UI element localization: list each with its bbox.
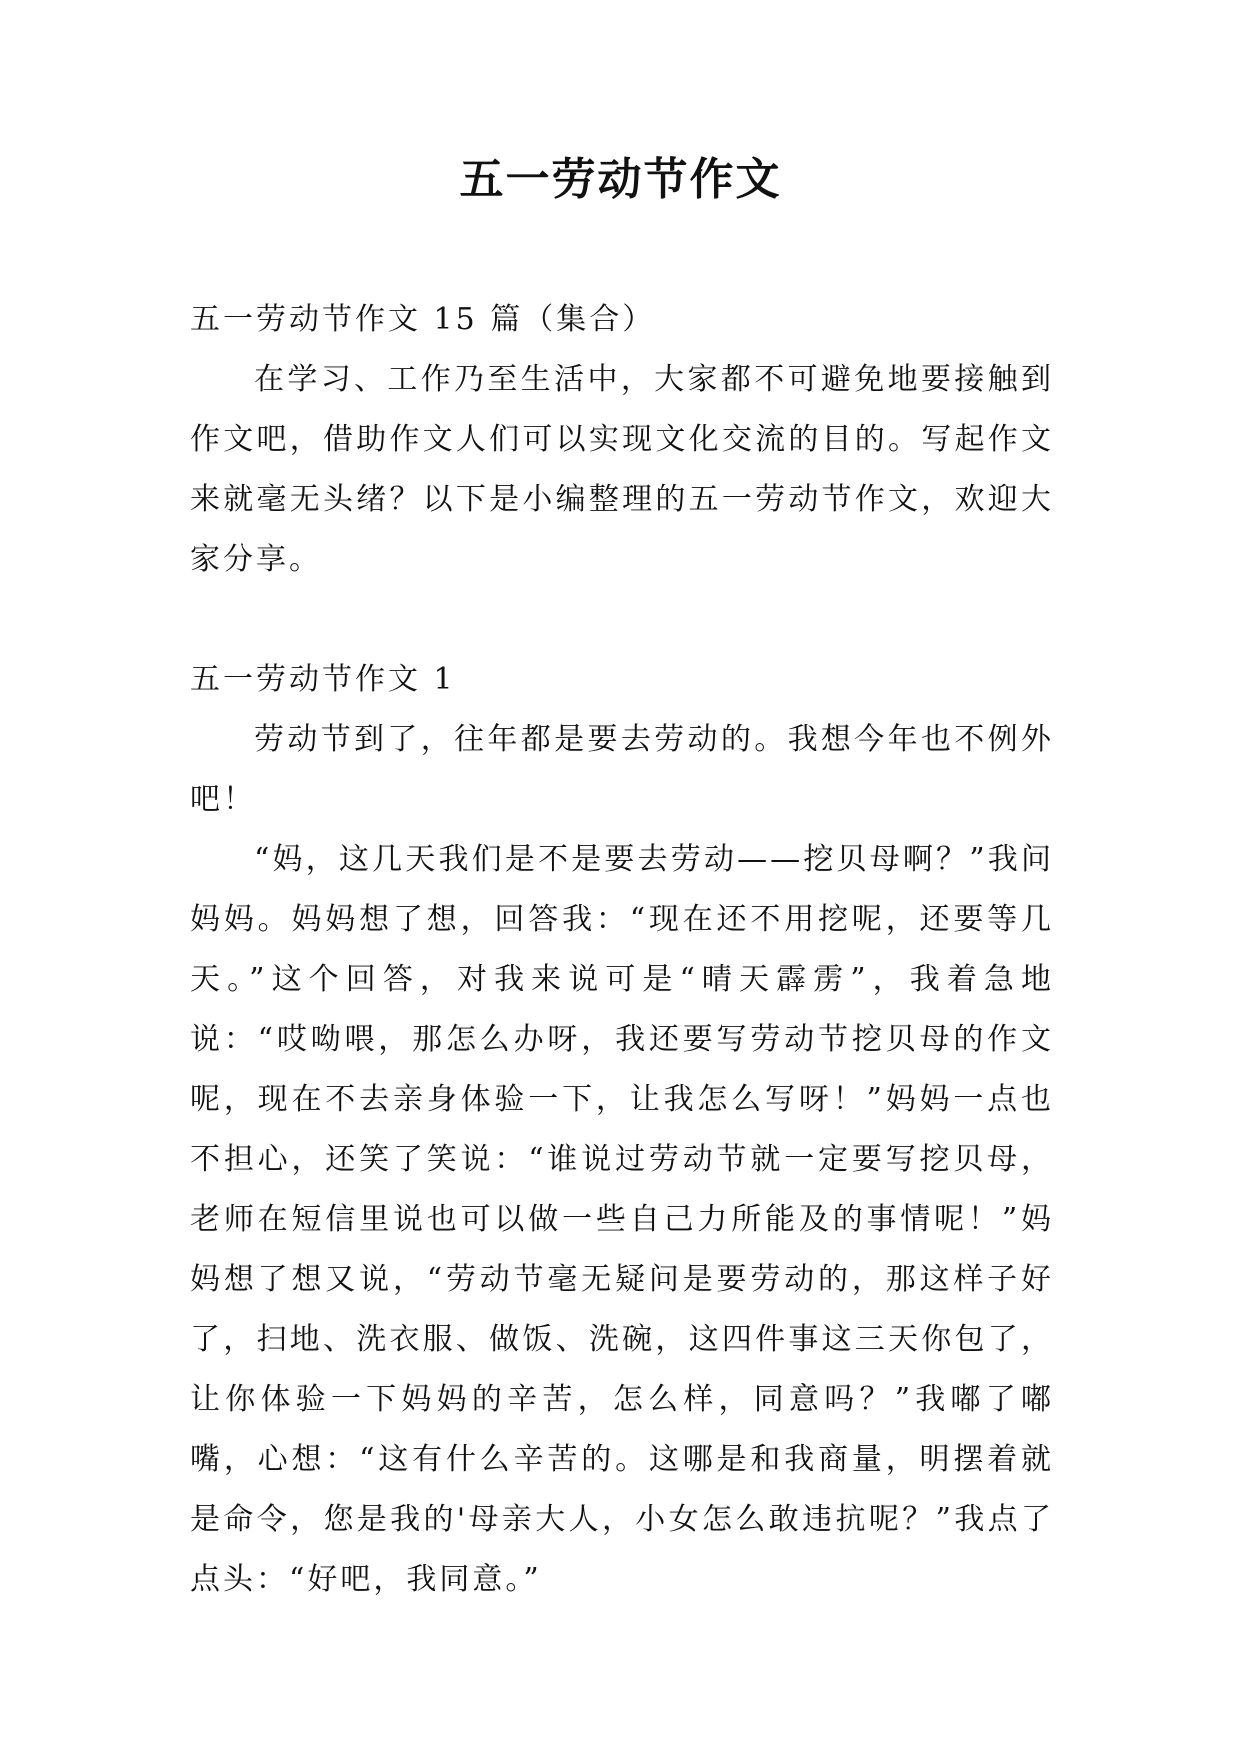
- intro-heading: 五一劳动节作文 15 篇（集合）: [190, 302, 656, 337]
- section-spacer: [190, 590, 1054, 650]
- section-1-paragraph-2: “妈，这几天我们是不是要去劳动——挖贝母啊？”我问妈妈。妈妈想了想，回答我：“现在还不用挖呢，还要等几天。”这个回答，对我来说可是“晴天霹雳”，我着急地说：“哎呦喂，那怎么办呀，我还要写劳动节挖贝母的作文呢，现在不去亲身体验一下，让我怎么写呀！”妈妈一点也不担心，还笑了笑说：“谁说过劳动节就一定要写挖贝母，老师在短信里说也可以做一些自己力所能及的事情呢！”妈妈想了想又说，“劳动节毫无疑问是要劳动的，那这样子好了，扫地、洗衣服、做饭、洗碗，这四件事这三天你包了，让你体验一下妈妈的辛苦，怎么样，同意吗？”我嘟了嘟嘴，心想：“这有什么辛苦的。这哪是和我商量，明摆着就是命令，您是我的'母亲大人，小女怎么敢违抗呢？”我点了点头：“好吧，我同意。”: [190, 842, 1054, 1597]
- section-1-paragraph-1: 劳动节到了，往年都是要去劳动的。我想今年也不例外吧！: [190, 722, 1054, 817]
- intro-paragraph: 在学习、工作乃至生活中，大家都不可避免地要接触到作文吧，借助作文人们可以实现文化交流的目的。写起作文来就毫无头绪？以下是小编整理的五一劳动节作文，欢迎大家分享。: [190, 362, 1054, 577]
- document-title: 五一劳动节作文: [459, 154, 782, 205]
- section-1-heading: 五一劳动节作文 1: [190, 662, 456, 697]
- document-body: [190, 290, 1054, 1610]
